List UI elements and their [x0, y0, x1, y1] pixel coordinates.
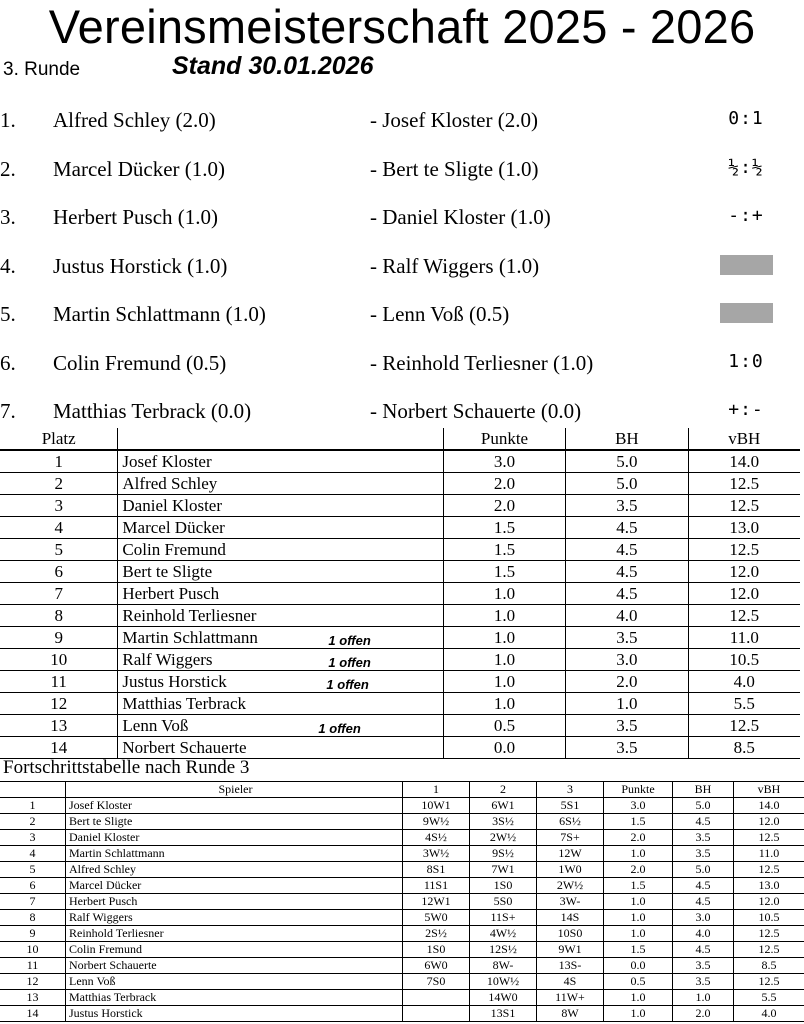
standings-bh: 1.0 — [566, 693, 688, 715]
pairing-white-player: Alfred Schley (2.0) — [53, 108, 216, 132]
standings-player-name: Reinhold Terliesner — [122, 606, 257, 625]
pairing-row — [0, 104, 804, 134]
pairing-result-pending — [720, 255, 773, 275]
standings-player-name: Marcel Dücker — [122, 518, 225, 537]
progress-vbh: 4.0 — [734, 1006, 804, 1022]
progress-vbh: 14.0 — [734, 798, 804, 814]
progress-row — [0, 830, 804, 846]
pairing-black-player: - Norbert Schauerte (0.0) — [370, 399, 582, 423]
standings-player — [118, 517, 443, 539]
progress-vbh: 12.5 — [734, 830, 804, 846]
progress-round-1: 12W1 — [403, 894, 470, 910]
progress-points: 1.5 — [604, 942, 673, 958]
progress-bh: 3.5 — [673, 830, 734, 846]
standings-rank: 7 — [0, 583, 118, 605]
progress-rank: 3 — [0, 830, 66, 846]
progress-round-1: 11S1 — [403, 878, 470, 894]
progress-round-1: 4S½ — [403, 830, 470, 846]
standings-row — [0, 649, 800, 671]
page-title: Vereinsmeisterschaft 2025 - 2026 — [48, 0, 756, 53]
standings-bh: 4.5 — [566, 561, 688, 583]
progress-bh: 4.5 — [673, 878, 734, 894]
standings-rank: 6 — [0, 561, 118, 583]
progress-points: 1.5 — [604, 878, 673, 894]
progress-points: 0.0 — [604, 958, 673, 974]
header-vbh: vBH — [688, 428, 800, 450]
progress-player: Bert te Sligte — [66, 814, 403, 830]
open-games-note: 1 offen — [326, 677, 369, 692]
progress-player: Matthias Terbrack — [66, 990, 403, 1006]
progress-rank: 14 — [0, 1006, 66, 1022]
progress-round-3: 9W1 — [537, 942, 604, 958]
progress-player: Reinhold Terliesner — [66, 926, 403, 942]
progress-points: 1.0 — [604, 846, 673, 862]
progress-bh: 1.0 — [673, 990, 734, 1006]
progress-vbh: 12.0 — [734, 894, 804, 910]
progress-rank: 2 — [0, 814, 66, 830]
standings-player — [118, 671, 443, 693]
progress-rank: 13 — [0, 990, 66, 1006]
progress-round-2: 3S½ — [470, 814, 537, 830]
pairing-black-player: - Ralf Wiggers (1.0) — [370, 254, 540, 278]
standings-points: 1.0 — [443, 605, 565, 627]
pairing-result: 1:0 — [728, 351, 764, 372]
pairing-black-player: - Reinhold Terliesner (1.0) — [370, 351, 594, 375]
pairing-white-player: Justus Horstick (1.0) — [53, 254, 228, 278]
progress-bh: 3.0 — [673, 910, 734, 926]
standings-vbh: 4.0 — [688, 671, 800, 693]
progress-header-r3: 3 — [537, 782, 604, 798]
progress-points: 1.0 — [604, 926, 673, 942]
progress-round-2: 14W0 — [470, 990, 537, 1006]
pairing-row — [0, 395, 804, 425]
pairing-white-player: Colin Fremund (0.5) — [53, 351, 227, 375]
progress-round-3: 7S+ — [537, 830, 604, 846]
progress-title: Fortschrittstabelle nach Runde 3 — [3, 757, 250, 778]
standings-rank: 2 — [0, 473, 118, 495]
standings-player-name: Ralf Wiggers — [122, 650, 213, 669]
progress-vbh: 12.5 — [734, 942, 804, 958]
standings-player — [118, 627, 443, 649]
header-points: Punkte — [443, 428, 565, 450]
progress-round-3: 10S0 — [537, 926, 604, 942]
standings-row — [0, 605, 800, 627]
standings-player — [118, 693, 443, 715]
pairing-number: 4. — [0, 254, 16, 278]
progress-player: Norbert Schauerte — [66, 958, 403, 974]
progress-rank: 8 — [0, 910, 66, 926]
standings-vbh: 10.5 — [688, 649, 800, 671]
standings-player-name: Martin Schlattmann — [122, 628, 258, 647]
progress-row — [0, 798, 804, 814]
standings-vbh: 12.5 — [688, 473, 800, 495]
progress-round-1: 1S0 — [403, 942, 470, 958]
progress-row — [0, 990, 804, 1006]
open-games-note: 1 offen — [328, 633, 371, 648]
standings-bh: 4.0 — [566, 605, 688, 627]
standings-points: 1.0 — [443, 671, 565, 693]
progress-player: Justus Horstick — [66, 1006, 403, 1022]
standings-row — [0, 715, 800, 737]
progress-row — [0, 974, 804, 990]
progress-rank: 9 — [0, 926, 66, 942]
standings-vbh: 5.5 — [688, 693, 800, 715]
standings-points: 1.0 — [443, 693, 565, 715]
standings-rank: 13 — [0, 715, 118, 737]
standings-points: 1.5 — [443, 539, 565, 561]
progress-round-2: 6W1 — [470, 798, 537, 814]
standings-player-name: Josef Kloster — [122, 452, 212, 471]
standings-rank: 10 — [0, 649, 118, 671]
progress-round-1: 10W1 — [403, 798, 470, 814]
progress-row — [0, 942, 804, 958]
standings-row — [0, 495, 800, 517]
progress-bh: 2.0 — [673, 1006, 734, 1022]
standings-vbh: 13.0 — [688, 517, 800, 539]
progress-table — [0, 781, 804, 1022]
pairing-black-player: - Bert te Sligte (1.0) — [370, 157, 539, 181]
standings-bh: 5.0 — [566, 450, 688, 473]
progress-round-1: 2S½ — [403, 926, 470, 942]
pairing-number: 2. — [0, 157, 16, 181]
progress-vbh: 10.5 — [734, 910, 804, 926]
progress-player: Martin Schlattmann — [66, 846, 403, 862]
pairing-result: 0:1 — [728, 108, 764, 129]
progress-round-1: 3W½ — [403, 846, 470, 862]
progress-round-3: 5S1 — [537, 798, 604, 814]
standings-row — [0, 539, 800, 561]
progress-round-2: 11S+ — [470, 910, 537, 926]
standings-rank: 1 — [0, 450, 118, 473]
standings-points: 1.0 — [443, 583, 565, 605]
standings-player — [118, 495, 443, 517]
progress-round-3: 2W½ — [537, 878, 604, 894]
progress-player: Herbert Pusch — [66, 894, 403, 910]
pairing-result: -:+ — [728, 205, 764, 226]
standings-row — [0, 583, 800, 605]
progress-points: 3.0 — [604, 798, 673, 814]
progress-vbh: 11.0 — [734, 846, 804, 862]
progress-header-rank — [0, 782, 66, 798]
progress-round-1: 8S1 — [403, 862, 470, 878]
header-bh: BH — [566, 428, 688, 450]
progress-player: Colin Fremund — [66, 942, 403, 958]
progress-player: Alfred Schley — [66, 862, 403, 878]
standings-player — [118, 605, 443, 627]
progress-points: 0.5 — [604, 974, 673, 990]
pairing-number: 5. — [0, 302, 16, 326]
progress-row — [0, 814, 804, 830]
progress-rank: 4 — [0, 846, 66, 862]
progress-row — [0, 894, 804, 910]
progress-row — [0, 878, 804, 894]
pairing-result-pending — [720, 303, 773, 323]
progress-player: Marcel Dücker — [66, 878, 403, 894]
standings-bh: 3.5 — [566, 495, 688, 517]
standings-player-name: Matthias Terbrack — [122, 694, 246, 713]
pairing-black-player: - Josef Kloster (2.0) — [370, 108, 538, 132]
standings-row — [0, 737, 800, 759]
progress-round-3: 12W — [537, 846, 604, 862]
standings-row — [0, 627, 800, 649]
standings-vbh: 12.5 — [688, 605, 800, 627]
progress-round-1: 6W0 — [403, 958, 470, 974]
standings-rank: 3 — [0, 495, 118, 517]
standings-player — [118, 561, 443, 583]
progress-round-1: 5W0 — [403, 910, 470, 926]
standings-bh: 5.0 — [566, 473, 688, 495]
header-rank: Platz — [0, 428, 118, 450]
standings-player-name: Lenn Voß — [122, 716, 189, 735]
standings-player — [118, 715, 443, 737]
pairing-black-player: - Lenn Voß (0.5) — [370, 302, 510, 326]
stand-date: Stand 30.01.2026 — [172, 52, 374, 80]
standings-player-name: Justus Horstick — [122, 672, 227, 691]
standings-vbh: 12.5 — [688, 715, 800, 737]
progress-points: 1.5 — [604, 814, 673, 830]
standings-bh: 2.0 — [566, 671, 688, 693]
progress-player: Ralf Wiggers — [66, 910, 403, 926]
progress-round-2: 1S0 — [470, 878, 537, 894]
standings-row — [0, 450, 800, 473]
standings-vbh: 12.5 — [688, 539, 800, 561]
progress-header-r2: 2 — [470, 782, 537, 798]
progress-vbh: 12.5 — [734, 926, 804, 942]
progress-round-3: 6S½ — [537, 814, 604, 830]
progress-bh: 3.5 — [673, 958, 734, 974]
pairing-black-player: - Daniel Kloster (1.0) — [370, 205, 551, 229]
standings-player — [118, 649, 443, 671]
pairing-result: ½:½ — [728, 157, 764, 178]
progress-rank: 12 — [0, 974, 66, 990]
pairing-number: 6. — [0, 351, 16, 375]
standings-player-name: Herbert Pusch — [122, 584, 220, 603]
progress-points: 1.0 — [604, 1006, 673, 1022]
progress-points: 2.0 — [604, 830, 673, 846]
progress-vbh: 12.5 — [734, 862, 804, 878]
pairing-number: 1. — [0, 108, 16, 132]
progress-round-2: 12S½ — [470, 942, 537, 958]
progress-round-2: 8W- — [470, 958, 537, 974]
progress-vbh: 12.5 — [734, 974, 804, 990]
standings-player — [118, 450, 443, 473]
standings-row — [0, 561, 800, 583]
open-games-note: 1 offen — [328, 655, 371, 670]
progress-bh: 4.0 — [673, 926, 734, 942]
progress-rank: 7 — [0, 894, 66, 910]
progress-round-3: 11W+ — [537, 990, 604, 1006]
standings-player-name: Norbert Schauerte — [122, 738, 247, 757]
standings-row — [0, 473, 800, 495]
progress-row — [0, 958, 804, 974]
progress-round-1 — [403, 1006, 470, 1022]
standings-vbh: 12.5 — [688, 495, 800, 517]
standings-player-name: Daniel Kloster — [122, 496, 223, 515]
standings-rank: 5 — [0, 539, 118, 561]
standings-points: 2.0 — [443, 473, 565, 495]
standings-player — [118, 539, 443, 561]
progress-vbh: 13.0 — [734, 878, 804, 894]
progress-round-2: 5S0 — [470, 894, 537, 910]
standings-vbh: 11.0 — [688, 627, 800, 649]
progress-vbh: 12.0 — [734, 814, 804, 830]
standings-points: 1.5 — [443, 517, 565, 539]
standings-bh: 4.5 — [566, 583, 688, 605]
standings-bh: 4.5 — [566, 517, 688, 539]
progress-bh: 3.5 — [673, 974, 734, 990]
pairing-number: 3. — [0, 205, 16, 229]
pairing-result: +:- — [728, 399, 764, 420]
progress-row — [0, 846, 804, 862]
progress-round-1: 7S0 — [403, 974, 470, 990]
standings-table — [0, 428, 800, 759]
standings-rank: 8 — [0, 605, 118, 627]
progress-header-row — [0, 782, 804, 798]
progress-points: 1.0 — [604, 910, 673, 926]
progress-bh: 4.5 — [673, 894, 734, 910]
standings-rank: 11 — [0, 671, 118, 693]
progress-round-3: 14S — [537, 910, 604, 926]
progress-rank: 5 — [0, 862, 66, 878]
progress-round-2: 7W1 — [470, 862, 537, 878]
standings-bh: 4.5 — [566, 539, 688, 561]
standings-row — [0, 671, 800, 693]
progress-vbh: 5.5 — [734, 990, 804, 1006]
open-games-note: 1 offen — [318, 721, 361, 736]
progress-player: Daniel Kloster — [66, 830, 403, 846]
standings-points: 1.5 — [443, 561, 565, 583]
standings-points: 0.5 — [443, 715, 565, 737]
pairing-row — [0, 201, 804, 231]
standings-player-name: Colin Fremund — [122, 540, 226, 559]
progress-points: 1.0 — [604, 990, 673, 1006]
standings-bh: 3.0 — [566, 649, 688, 671]
standings-player — [118, 473, 443, 495]
standings-vbh: 12.0 — [688, 561, 800, 583]
progress-round-3: 3W- — [537, 894, 604, 910]
progress-round-2: 2W½ — [470, 830, 537, 846]
standings-points: 1.0 — [443, 627, 565, 649]
progress-bh: 4.5 — [673, 814, 734, 830]
progress-round-1 — [403, 990, 470, 1006]
standings-rank: 4 — [0, 517, 118, 539]
progress-round-3: 4S — [537, 974, 604, 990]
pairing-white-player: Herbert Pusch (1.0) — [53, 205, 219, 229]
progress-points: 1.0 — [604, 894, 673, 910]
standings-player-name: Bert te Sligte — [122, 562, 213, 581]
progress-row — [0, 910, 804, 926]
pairing-row — [0, 298, 804, 328]
pairing-row — [0, 347, 804, 377]
standings-bh: 3.5 — [566, 737, 688, 759]
round-label: 3. Runde — [3, 59, 81, 80]
header-name — [118, 428, 443, 450]
progress-header-r1: 1 — [403, 782, 470, 798]
progress-round-2: 4W½ — [470, 926, 537, 942]
pairing-number: 7. — [0, 399, 16, 423]
progress-header-player: Spieler — [66, 782, 403, 798]
progress-row — [0, 1006, 804, 1022]
progress-player: Josef Kloster — [66, 798, 403, 814]
progress-round-2: 9S½ — [470, 846, 537, 862]
pairing-white-player: Marcel Dücker (1.0) — [53, 157, 225, 181]
progress-rank: 11 — [0, 958, 66, 974]
standings-vbh: 14.0 — [688, 450, 800, 473]
standings-vbh: 8.5 — [688, 737, 800, 759]
progress-bh: 5.0 — [673, 862, 734, 878]
standings-points: 2.0 — [443, 495, 565, 517]
standings-header-row — [0, 428, 800, 450]
pairing-white-player: Martin Schlattmann (1.0) — [53, 302, 266, 326]
progress-row — [0, 926, 804, 942]
progress-rank: 1 — [0, 798, 66, 814]
standings-points: 0.0 — [443, 737, 565, 759]
progress-rank: 10 — [0, 942, 66, 958]
progress-header-bh: BH — [673, 782, 734, 798]
standings-row — [0, 517, 800, 539]
progress-round-3: 1W0 — [537, 862, 604, 878]
standings-rank: 14 — [0, 737, 118, 759]
progress-bh: 3.5 — [673, 846, 734, 862]
progress-player: Lenn Voß — [66, 974, 403, 990]
standings-vbh: 12.0 — [688, 583, 800, 605]
progress-header-vbh: vBH — [734, 782, 804, 798]
progress-round-3: 8W — [537, 1006, 604, 1022]
standings-player — [118, 737, 443, 759]
standings-points: 3.0 — [443, 450, 565, 473]
pairing-row — [0, 250, 804, 280]
progress-rank: 6 — [0, 878, 66, 894]
progress-points: 2.0 — [604, 862, 673, 878]
progress-vbh: 8.5 — [734, 958, 804, 974]
progress-row — [0, 862, 804, 878]
standings-player-name: Alfred Schley — [122, 474, 218, 493]
standings-points: 1.0 — [443, 649, 565, 671]
standings-rank: 9 — [0, 627, 118, 649]
standings-bh: 3.5 — [566, 627, 688, 649]
progress-bh: 4.5 — [673, 942, 734, 958]
standings-rank: 12 — [0, 693, 118, 715]
progress-round-2: 10W½ — [470, 974, 537, 990]
progress-round-2: 13S1 — [470, 1006, 537, 1022]
pairing-white-player: Matthias Terbrack (0.0) — [53, 399, 252, 423]
standings-player — [118, 583, 443, 605]
progress-header-points: Punkte — [604, 782, 673, 798]
progress-round-1: 9W½ — [403, 814, 470, 830]
standings-row — [0, 693, 800, 715]
progress-bh: 5.0 — [673, 798, 734, 814]
standings-bh: 3.5 — [566, 715, 688, 737]
progress-round-3: 13S- — [537, 958, 604, 974]
pairing-row — [0, 153, 804, 183]
